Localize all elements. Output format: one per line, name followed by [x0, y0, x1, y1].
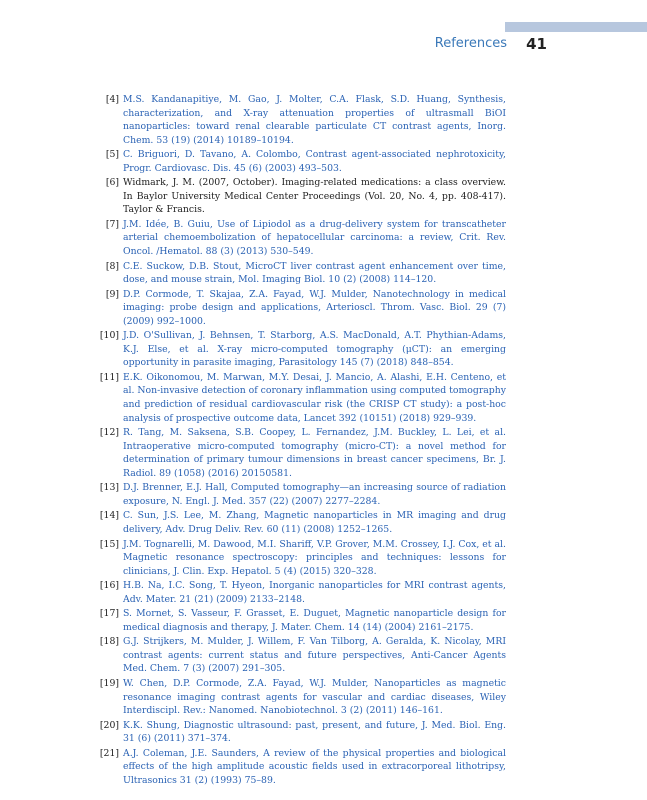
- reference-item-15: [99, 538, 506, 579]
- reference-item-11: [99, 371, 506, 425]
- running-header: [0, 36, 647, 54]
- reference-item-17: [99, 607, 506, 634]
- reference-item-18: [99, 635, 506, 676]
- reference-number: [15]: [99, 538, 119, 550]
- reference-link[interactable]: E.K. Oikonomou, M. Marwan, M.Y. Desai, J. Mancio, A. Alashi, E.H. Centeno, et al. Non-invasive detection of coronary inflammation using computed tomography and prediction of residual cardiovascular risk (the CRISP CT study): a post-hoc analysis of prospective outcome data, Lancet 392 (10151) (2018) 929–939.: [123, 371, 506, 424]
- reference-item-5: [105, 148, 506, 175]
- reference-item-13: [99, 481, 506, 508]
- reference-number: [18]: [99, 636, 119, 648]
- reference-number: [20]: [99, 719, 119, 731]
- reference-item-4: [105, 93, 506, 147]
- reference-number: [5]: [105, 149, 119, 161]
- reference-link[interactable]: J.M. Tognarelli, M. Dawood, M.I. Shariff, V.P. Grover, M.M. Crossey, I.J. Cox, et al. Magnetic resonance spectroscopy: principles and techniques: lessons for clinicians, J. Clin. Exp. Hepatol. 5 (4) (2015) 320–328.: [123, 538, 506, 577]
- reference-number: [6]: [105, 177, 119, 189]
- reference-item-20: [99, 719, 506, 746]
- reference-item-19: [99, 677, 506, 718]
- reference-link[interactable]: A.J. Coleman, J.E. Saunders, A review of the physical properties and biological effects of the high amplitude acoustic fields used in extracorporeal lithotripsy, Ultrasonics 31 (2) (1993) 75–89.: [123, 747, 506, 786]
- reference-number: [19]: [99, 677, 119, 689]
- reference-item-9: [105, 288, 506, 329]
- reference-link[interactable]: S. Mornet, S. Vasseur, F. Grasset, E. Duguet, Magnetic nanoparticle design for medical diagnosis and therapy, J. Mater. Chem. 14 (14) (2004) 2161–2175.: [123, 608, 506, 633]
- page-number: 41: [526, 35, 547, 53]
- reference-number: [17]: [99, 608, 119, 620]
- reference-link[interactable]: C. Briguori, D. Tavano, A. Colombo, Contrast agent-associated nephrotoxicity, Progr. Cardiovasc. Dis. 45 (6) (2003) 493–503.: [123, 149, 506, 174]
- reference-item-21: [99, 747, 506, 788]
- reference-number: [13]: [99, 482, 119, 494]
- reference-item-7: [105, 218, 506, 259]
- reference-number: [21]: [99, 747, 119, 759]
- reference-link[interactable]: H.B. Na, I.C. Song, T. Hyeon, Inorganic nanoparticles for MRI contrast agents, Adv. Mater. 21 (21) (2009) 2133–2148.: [123, 580, 506, 605]
- reference-item-12: [99, 426, 506, 480]
- reference-number: [7]: [105, 218, 119, 230]
- reference-number: [16]: [99, 580, 119, 592]
- reference-link[interactable]: C. Sun, J.S. Lee, M. Zhang, Magnetic nanoparticles in MR imaging and drug delivery, Adv. Drug Deliv. Rev. 60 (11) (2008) 1252–1265.: [123, 510, 506, 535]
- reference-link[interactable]: D.P. Cormode, T. Skajaa, Z.A. Fayad, W.J. Mulder, Nanotechnology in medical imaging: probe design and applications, Arterioscl. Throm. Vasc. Biol. 29 (7) (2009) 992–1000.: [123, 288, 506, 327]
- reference-item-16: [99, 579, 506, 606]
- reference-link[interactable]: M.S. Kandanapitiye, M. Gao, J. Molter, C.A. Flask, S.D. Huang, Synthesis, characterization, and X-ray attenuation properties of ultrasmall BiOI nanoparticles: toward renal clearable particulate CT contrast agents, Inorg. Chem. 53 (19) (2014) 10189–10194.: [123, 94, 506, 146]
- header-accent-bar: [505, 22, 647, 32]
- reference-number: [10]: [99, 330, 119, 342]
- reference-list: [99, 93, 506, 788]
- reference-text: Widmark, J. M. (2007, October). Imaging-related medications: a class overview. In Baylor University Medical Center Proceedings (Vol. 20, No. 4, pp. 408-417). Taylor & Francis.: [123, 177, 506, 216]
- reference-link[interactable]: W. Chen, D.P. Cormode, Z.A. Fayad, W.J. Mulder, Nanoparticles as magnetic resonance imaging contrast agents for vascular and cardiac diseases, Wiley Interdiscipl. Rev.: Nanomed. Nanobiotechnol. 3 (2) (2011) 146–161.: [123, 677, 506, 717]
- reference-number: [4]: [105, 94, 119, 105]
- reference-link[interactable]: C.E. Suckow, D.B. Stout, MicroCT liver contrast agent enhancement over time, dose, and mouse strain, Mol. Imaging Biol. 10 (2) (2008) 114–120.: [123, 260, 506, 286]
- reference-item-14: [99, 509, 506, 536]
- reference-link[interactable]: K.K. Shung, Diagnostic ultrasound: past, present, and future, J. Med. Biol. Eng. 31 (6) (2011) 371–374.: [123, 719, 506, 745]
- reference-link[interactable]: D.J. Brenner, E.J. Hall, Computed tomography—an increasing source of radiation exposure, N. Engl. J. Med. 357 (22) (2007) 2277–2284.: [123, 482, 506, 507]
- section-title: References: [434, 36, 507, 51]
- reference-link[interactable]: G.J. Strijkers, M. Mulder, J. Willem, F. Van Tilborg, A. Geralda, K. Nicolay, MRI contrast agents: current status and future perspectives, Anti-Cancer Agents Med. Chem. 7 (3) (2007) 291–305.: [123, 636, 506, 675]
- reference-number: [11]: [99, 371, 119, 383]
- reference-link[interactable]: J.D. O'Sullivan, J. Behnsen, T. Starborg, A.S. MacDonald, A.T. Phythian-Adams, K.J. Else, et al. X-ray micro-computed tomography (μCT): an emerging opportunity in parasite imaging, Parasitology 145 (7) (2018) 848–854.: [123, 330, 506, 369]
- reference-number: [9]: [105, 288, 119, 300]
- reference-number: [12]: [99, 427, 119, 439]
- reference-number: [8]: [105, 260, 119, 272]
- reference-item-10: [99, 329, 506, 370]
- reference-item-8: [105, 260, 506, 287]
- reference-link[interactable]: R. Tang, M. Saksena, S.B. Coopey, L. Fernandez, J.M. Buckley, L. Lei, et al. Intraoperative micro-computed tomography (micro-CT): a novel method for determination of primary tumour dimensions in breast cancer specimens, Br. J. Radiol. 89 (1058) (2016) 20150581.: [123, 427, 506, 479]
- reference-number: [14]: [99, 510, 119, 522]
- reference-link[interactable]: J.M. Idée, B. Guiu, Use of Lipiodol as a drug-delivery system for transcatheter arterial chemoembolization of hepatocellular carcinoma: a review, Crit. Rev. Oncol. /Hematol. 88 (3) (2013) 530–549.: [123, 218, 506, 258]
- reference-item-6: [105, 176, 506, 217]
